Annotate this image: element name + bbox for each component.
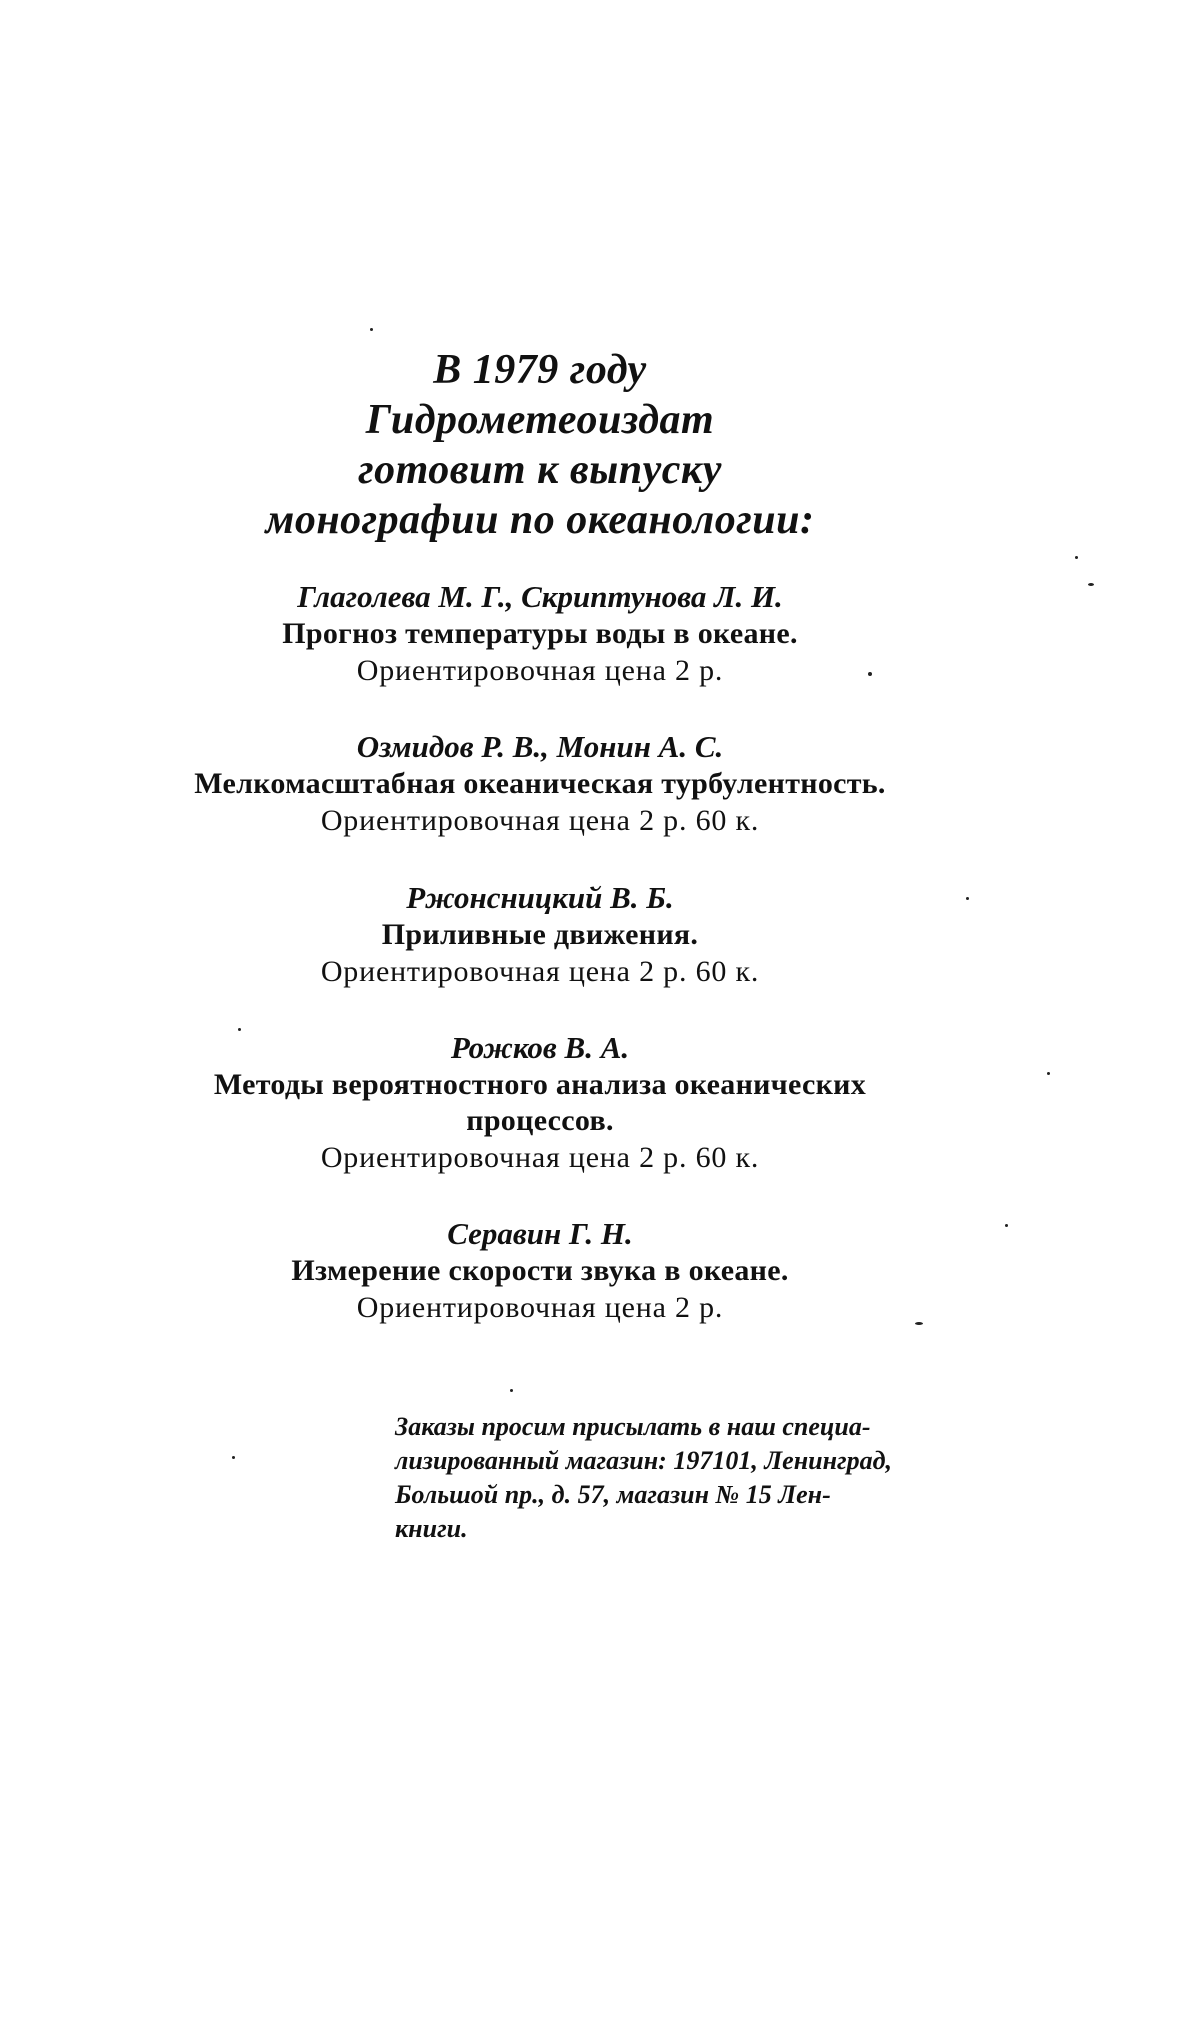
book-price: Ориентировочная цена 2 р. <box>356 654 724 687</box>
scan-speck <box>232 1456 235 1459</box>
scan-speck <box>1047 1072 1050 1075</box>
book-title <box>60 1253 1020 1289</box>
book-author: Озмидов Р. В., Монин А. С. <box>356 729 724 764</box>
announcement-heading <box>160 345 920 545</box>
order-notice <box>395 1410 1085 1546</box>
book-title-line: Прогноз температуры воды в океане. <box>282 617 798 650</box>
scan-speck <box>1088 583 1094 586</box>
scan-speck <box>370 328 373 331</box>
book-title-line: процессов. <box>466 1104 614 1137</box>
book-author: Рожков В. А. <box>450 1030 630 1065</box>
book-entry-2 <box>60 728 1020 840</box>
book-price: Ориентировочная цена 2 р. 60 к. <box>320 1141 760 1174</box>
heading-line-1: В 1979 году <box>433 347 647 393</box>
scan-speck <box>238 1028 241 1031</box>
notice-line-1: Заказы просим присылать в наш специа- <box>395 1412 871 1441</box>
scan-speck <box>915 1322 923 1325</box>
book-price: Ориентировочная цена 2 р. 60 к. <box>320 804 760 837</box>
book-title <box>60 616 1020 652</box>
book-price: Ориентировочная цена 2 р. 60 к. <box>320 955 760 988</box>
book-title-line: Методы вероятностного анализа океанических <box>213 1068 867 1101</box>
book-title-line: Мелкомасштабная океаническая турбулентность. <box>194 767 886 800</box>
book-title <box>60 766 1020 802</box>
notice-line-3: Большой пр., д. 57, магазин № 15 Лен- <box>395 1480 831 1509</box>
scan-speck <box>1005 1224 1008 1227</box>
book-entry-3 <box>60 879 1020 991</box>
scan-speck <box>1075 556 1078 559</box>
book-entry-5 <box>60 1215 1020 1327</box>
book-author: Серавин Г. Н. <box>447 1216 633 1251</box>
heading-line-2: Гидрометеоиздат <box>365 397 715 443</box>
notice-line-2: лизированный магазин: 197101, Ленинград, <box>395 1446 893 1475</box>
book-price: Ориентировочная цена 2 р. <box>356 1291 724 1324</box>
book-title-line: Измерение скорости звука в океане. <box>291 1254 789 1287</box>
book-author: Ржонсницкий В. Б. <box>406 880 674 915</box>
notice-line-4: книги. <box>395 1514 468 1543</box>
heading-line-4: монографии по океанологии: <box>265 497 815 543</box>
book-author: Глаголева М. Г., Скриптунова Л. И. <box>297 579 783 614</box>
scan-speck <box>868 672 872 676</box>
book-entry-1 <box>60 578 1020 690</box>
scan-speck <box>966 897 969 900</box>
book-title-line: Приливные движения. <box>381 918 699 951</box>
heading-line-3: готовит к выпуску <box>358 447 722 493</box>
scan-speck <box>510 1389 513 1392</box>
book-title <box>60 1067 1020 1139</box>
book-entry-4 <box>60 1029 1020 1177</box>
book-title <box>60 917 1020 953</box>
